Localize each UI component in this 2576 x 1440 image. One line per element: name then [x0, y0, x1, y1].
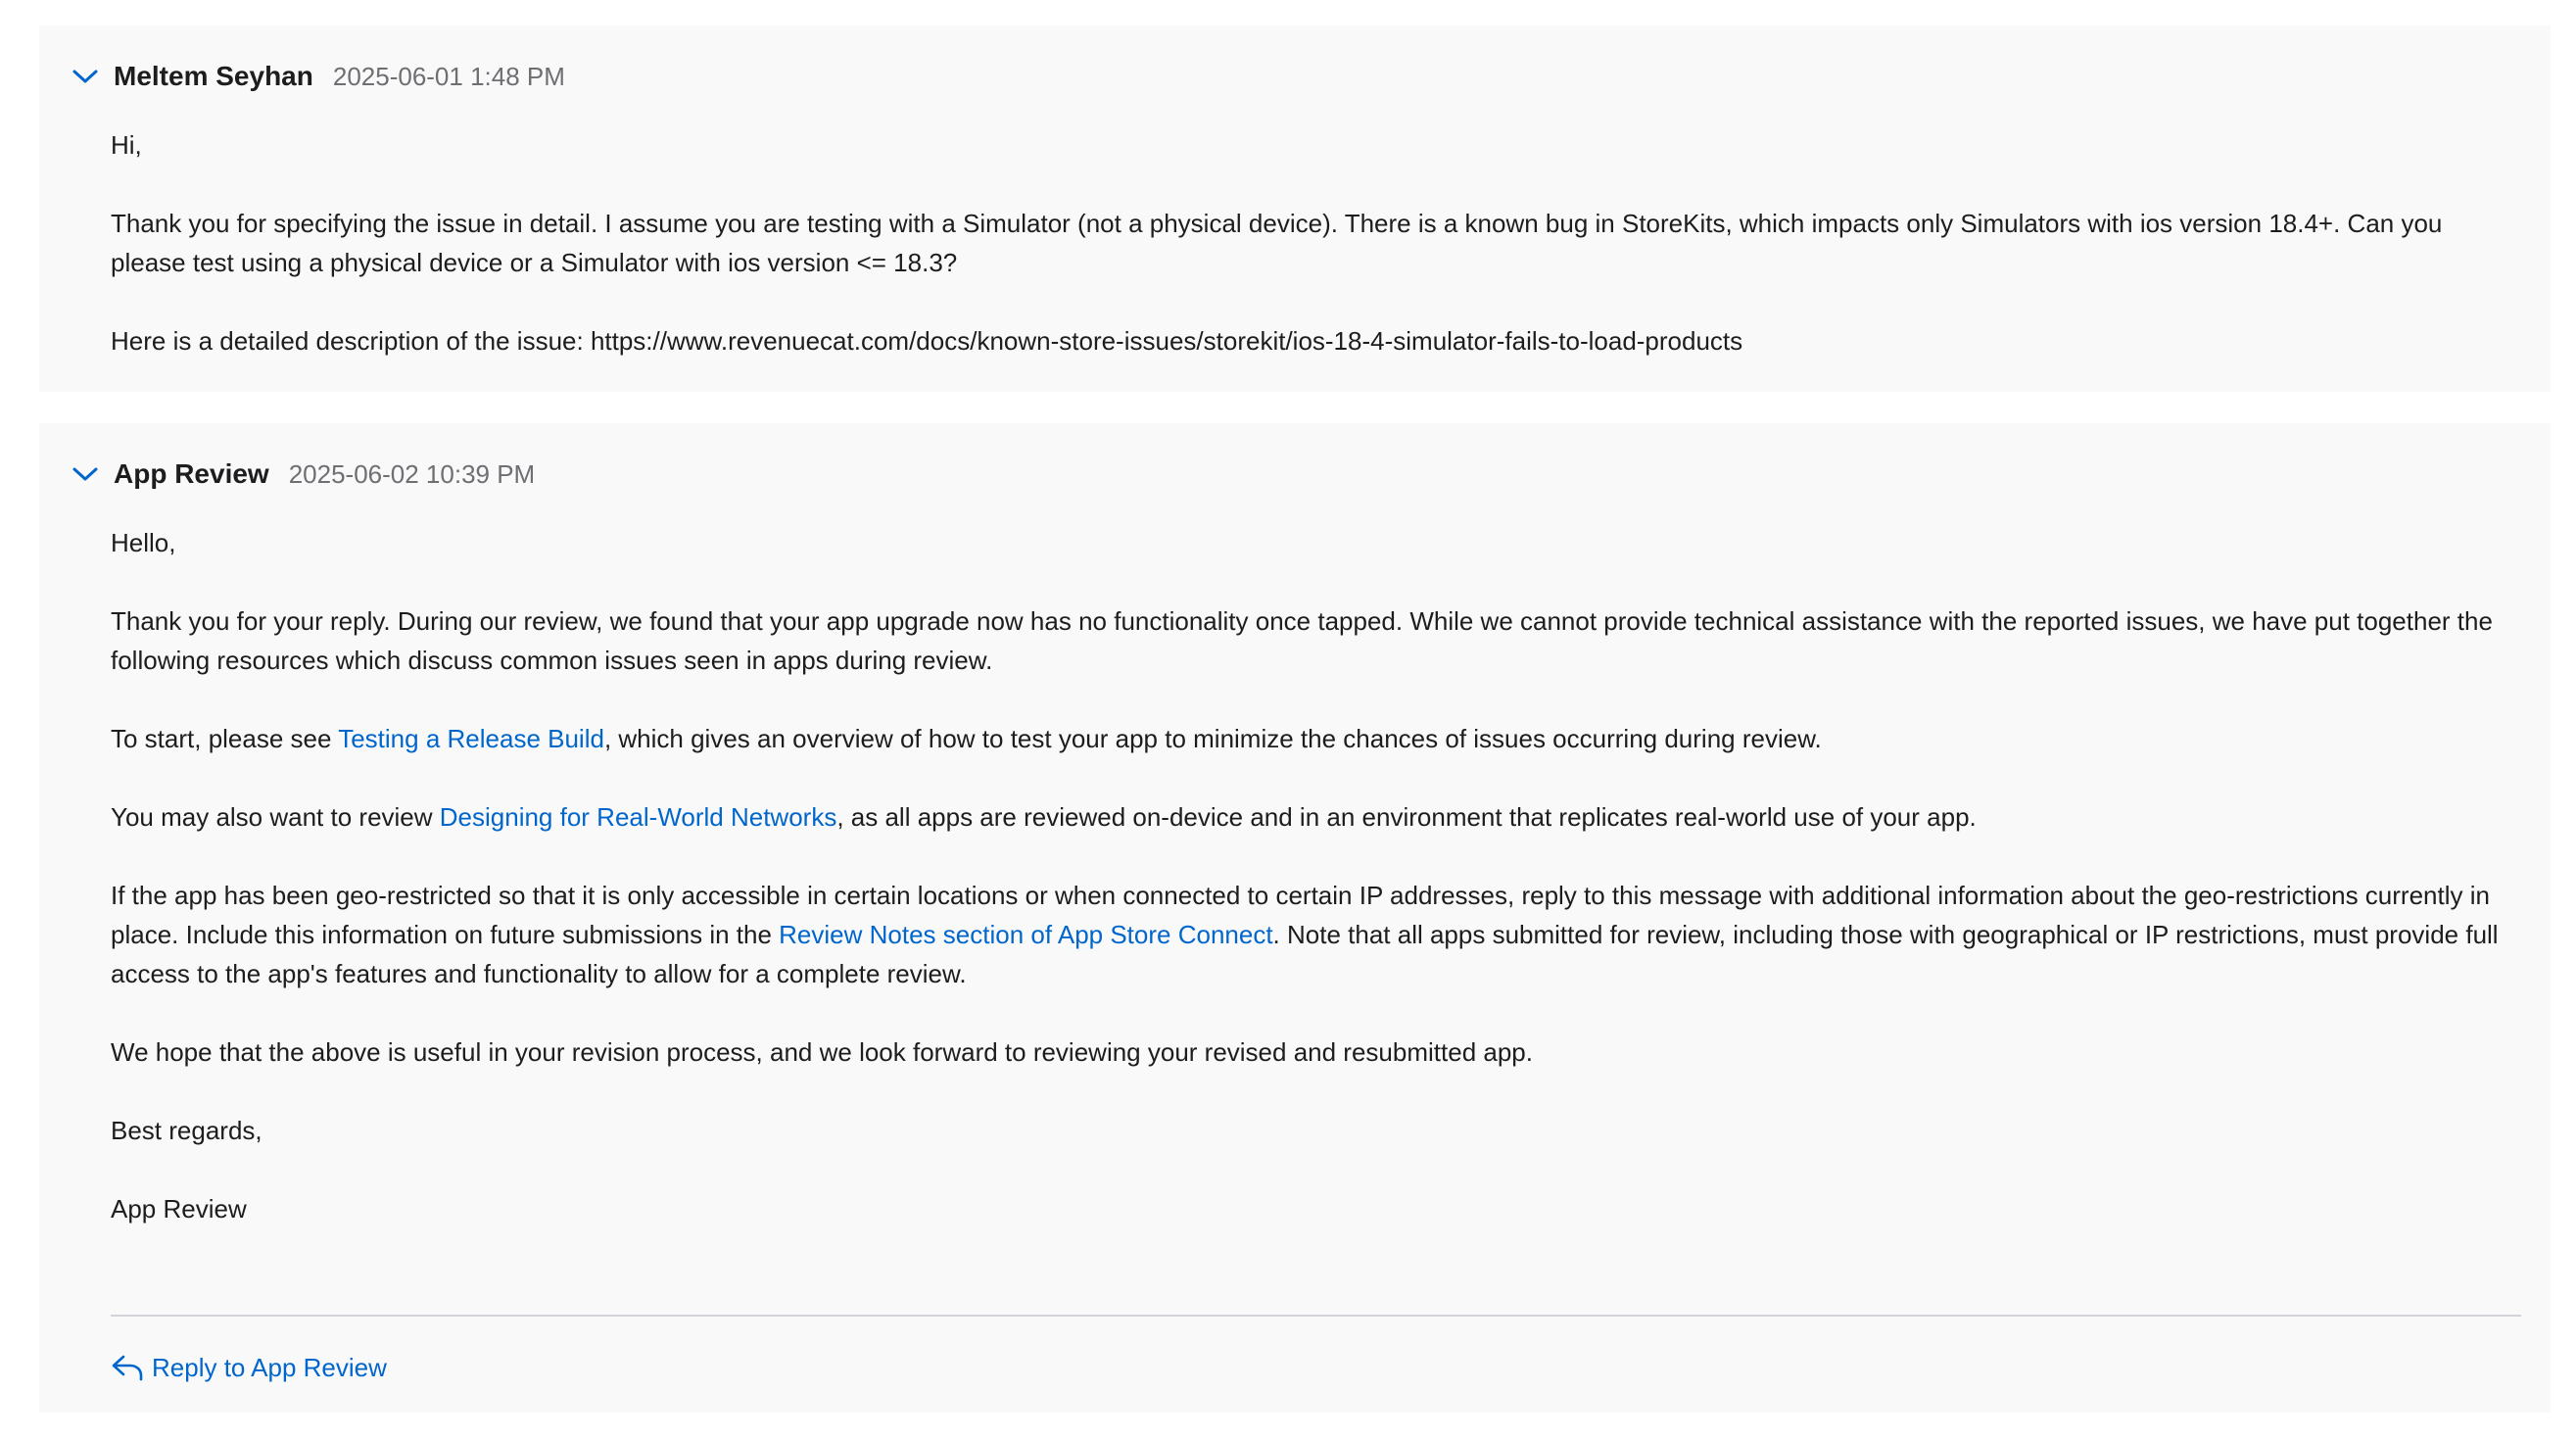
message-paragraph: App Review	[111, 1194, 247, 1224]
message-card	[39, 25, 2551, 392]
message-paragraph: Best regards,	[111, 1116, 262, 1145]
message-paragraph: Hello,	[111, 528, 176, 557]
message-timestamp: 2025-06-02 10:39 PM	[288, 458, 536, 489]
reply-button[interactable]	[111, 1346, 387, 1389]
message-body	[111, 523, 2521, 1228]
text-segment: , which gives an overview of how to test your app to minimize the chances of issues occurring during review.	[603, 724, 1822, 753]
message-author: App Review	[114, 458, 269, 489]
text-segment: If the app has been geo-restricted so that it is only accessible in certain locations or when connected to certain IP addresses, reply to this message with additional information about the geo-restrictions currently in place. Include this information on future submissions in the	[111, 881, 2490, 949]
message-header	[69, 453, 535, 496]
message-body	[111, 125, 2521, 360]
message-paragraph	[111, 876, 2521, 993]
message-paragraph	[111, 797, 2521, 837]
message-timestamp: 2025-06-01 1:48 PM	[332, 61, 565, 91]
message-paragraph: We hope that the above is useful in your revision process, and we look forward to reviewing your revised and resubmitted app.	[111, 1037, 1533, 1067]
text-segment: To start, please see	[111, 724, 339, 753]
message-paragraph: Thank you for specifying the issue in detail. I assume you are testing with a Simulator (not a physical device). There is a known bug in StoreKits, which impacts only Simulators with ios version 18.4+. Can you please test using a physical device or a Simulator with ios version <= 18.3?	[111, 209, 2443, 277]
real-world-networks-link[interactable]: Designing for Real-World Networks	[439, 802, 837, 832]
review-notes-link[interactable]: Review Notes section of App Store Connect	[779, 920, 1273, 949]
message-paragraph: Hi,	[111, 130, 142, 160]
message-header	[69, 55, 565, 98]
text-segment: , as all apps are reviewed on-device and in an environment that replicates real-world use of your app.	[836, 802, 1977, 832]
message-paragraph: Here is a detailed description of the issue: https://www.revenuecat.com/docs/known-store-issues/storekit/ios-18-4-simulator-fails-to-load-products	[111, 326, 1743, 356]
reply-label: Reply to App Review	[152, 1352, 387, 1382]
divider	[111, 1315, 2521, 1317]
chevron-down-icon[interactable]	[69, 60, 102, 93]
reply-arrow-icon	[111, 1353, 144, 1382]
testing-release-build-link[interactable]: Testing a Release Build	[338, 724, 604, 753]
message-card	[39, 423, 2551, 1413]
text-segment: . Note that all apps submitted for review, including those with geographical or IP restrictions, must provide full access to the app's features and functionality to allow for a complete review.	[111, 920, 2499, 988]
text-segment: You may also want to review	[111, 802, 440, 832]
message-paragraph	[111, 719, 2521, 758]
message-paragraph: Thank you for your reply. During our review, we found that your app upgrade now has no functionality once tapped. While we cannot provide technical assistance with the reported issues, we have put together the following resources which discuss common issues seen in apps during review.	[111, 606, 2493, 675]
message-author: Meltem Seyhan	[114, 61, 313, 91]
chevron-down-icon[interactable]	[69, 457, 102, 491]
